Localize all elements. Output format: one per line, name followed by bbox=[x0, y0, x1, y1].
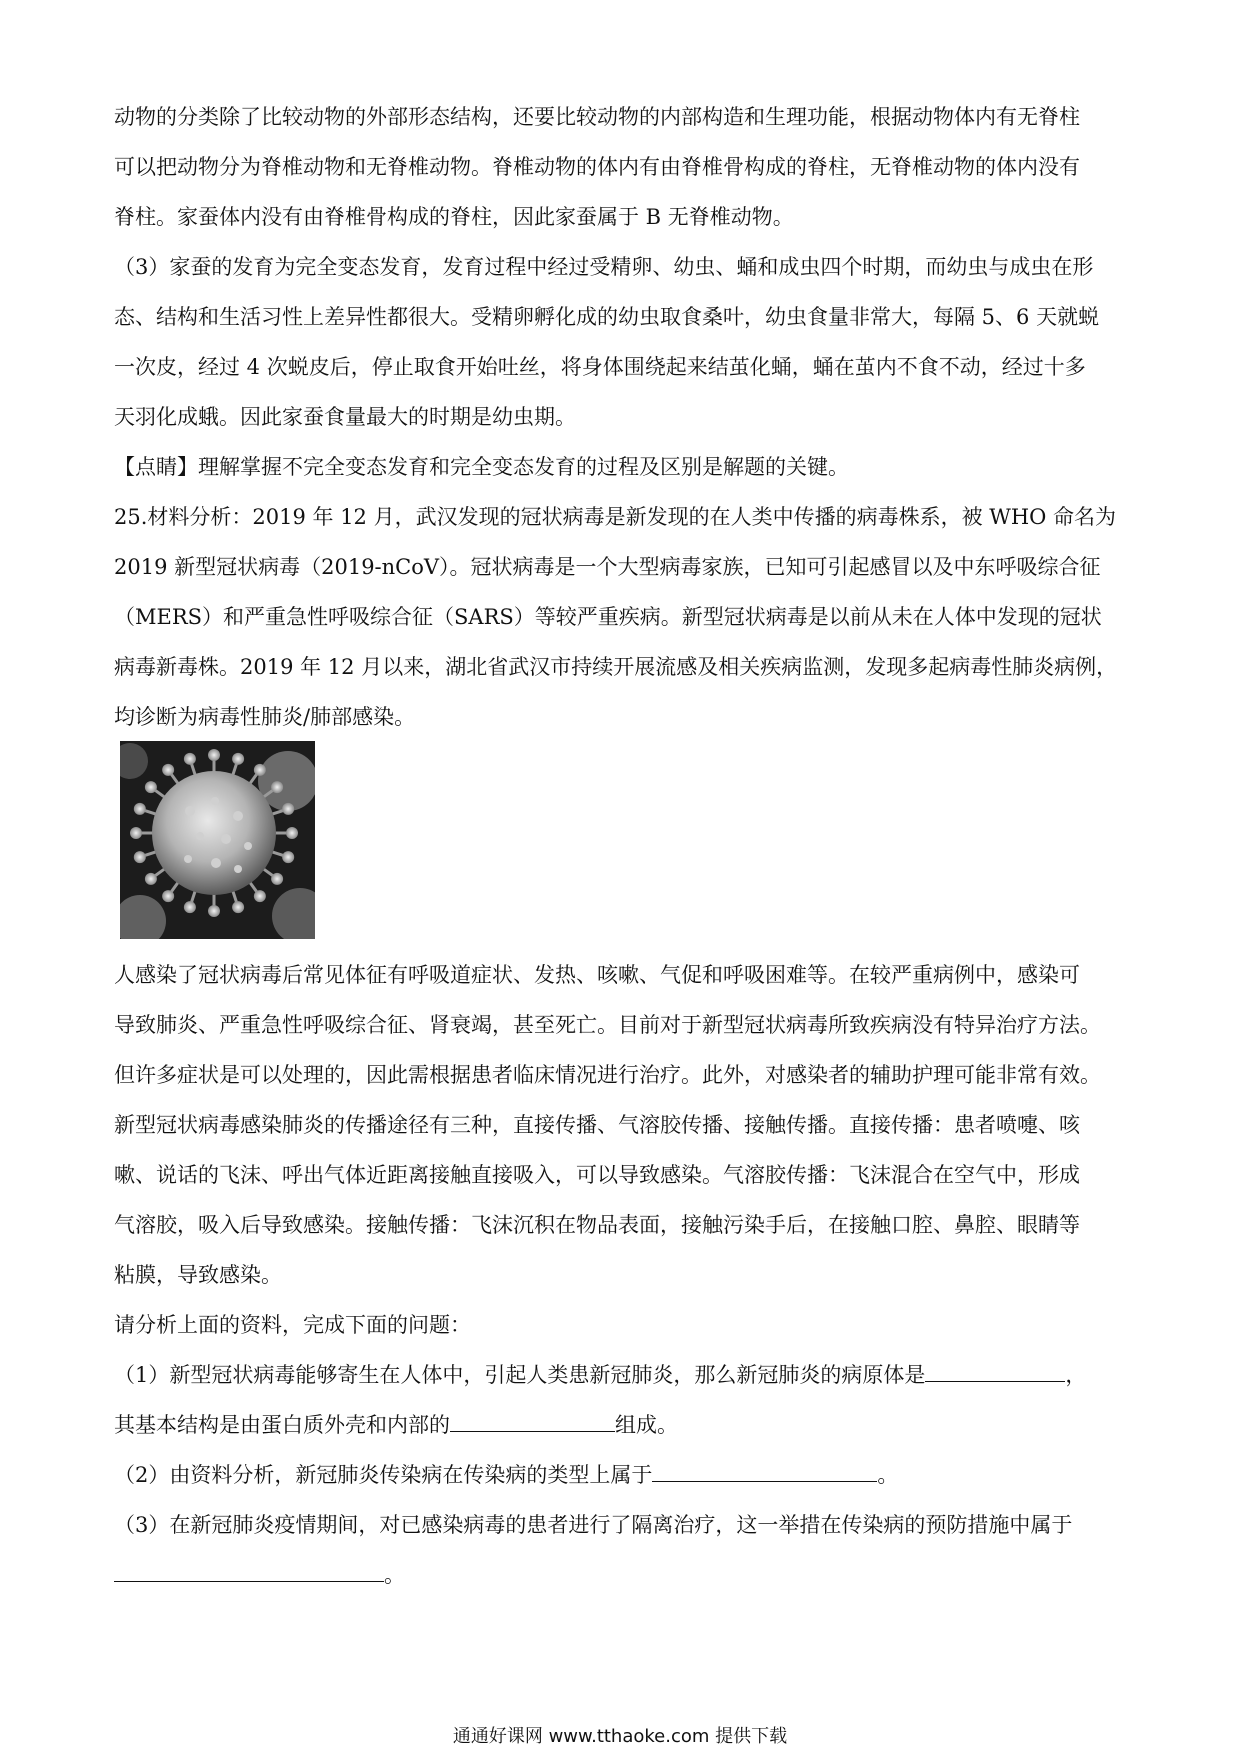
paragraph-line: 新型冠状病毒感染肺炎的传播途径有三种，直接传播、气溶胶传播、接触传播。直接传播：患者喷嚏、咳 bbox=[114, 1113, 1080, 1137]
question-1-text-cont: 其基本结构是由蛋白质外壳和内部的 bbox=[114, 1413, 450, 1437]
paragraph-line: （MERS）和严重急性呼吸综合征（SARS）等较严重疾病。新型冠状病毒是以前从未在人体中发现的冠状 bbox=[114, 605, 1102, 629]
punctuation: 。 bbox=[877, 1463, 899, 1487]
paragraph-line: （3）家蚕的发育为完全变态发育，发育过程中经过受精卵、幼虫、蛹和成虫四个时期，而幼虫与成虫在形 bbox=[114, 255, 1094, 279]
question-2 bbox=[114, 1450, 1134, 1500]
virus-spike-tip bbox=[134, 803, 146, 815]
virus-spike-tip bbox=[134, 851, 146, 863]
paragraph-line: 人感染了冠状病毒后常见体征有呼吸道症状、发热、咳嗽、气促和呼吸困难等。在较严重病例中，感染可 bbox=[114, 963, 1080, 987]
punctuation: 。 bbox=[384, 1563, 405, 1587]
virus-spike-tip bbox=[184, 753, 196, 765]
paragraph-line: 脊柱。家蚕体内没有由脊椎骨构成的脊柱，因此家蚕属于 B 无脊椎动物。 bbox=[114, 205, 794, 229]
paragraph-line: 嗽、说话的飞沫、呼出气体近距离接触直接吸入，可以导致感染。气溶胶传播：飞沫混合在空气中，形成 bbox=[114, 1163, 1080, 1187]
paragraph-line: 一次皮，经过 4 次蜕皮后，停止取食开始吐丝，将身体围绕起来结茧化蛹，蛹在茧内不食不动，经过十多 bbox=[114, 355, 1086, 379]
coronavirus-icon bbox=[120, 741, 315, 939]
question-1-line-1 bbox=[114, 1350, 1134, 1400]
bottom-text-block bbox=[114, 950, 1134, 1600]
virus-spike-tip bbox=[208, 749, 220, 761]
paragraph-line: 均诊断为病毒性肺炎/肺部感染。 bbox=[114, 705, 416, 729]
virus-spike-tip bbox=[208, 905, 220, 917]
question-2-text: （2）由资料分析，新冠肺炎传染病在传染病的类型上属于 bbox=[114, 1463, 653, 1487]
question-1-text: （1）新型冠状病毒能够寄生在人体中，引起人类患新冠肺炎，那么新冠肺炎的病原体是 bbox=[114, 1363, 926, 1387]
answer-blank-3[interactable] bbox=[652, 1459, 877, 1482]
virus-spike-tip bbox=[162, 764, 174, 776]
virus-spike-tip bbox=[254, 764, 266, 776]
virus-spike-tip bbox=[145, 873, 157, 885]
punctuation: ， bbox=[1065, 1363, 1087, 1387]
answer-blank-4[interactable] bbox=[114, 1559, 384, 1582]
question-3-line-2 bbox=[114, 1550, 1134, 1600]
question-3-line-1: （3）在新冠肺炎疫情期间，对已感染病毒的患者进行了隔离治疗，这一举措在传染病的预防措施中属于 bbox=[114, 1513, 1073, 1537]
answer-blank-1[interactable] bbox=[925, 1359, 1065, 1382]
virus-spike-tip bbox=[271, 781, 283, 793]
paragraph-line: 气溶胶，吸入后导致感染。接触传播：飞沫沉积在物品表面，接触污染手后，在接触口腔、鼻腔、眼睛等 bbox=[114, 1213, 1080, 1237]
page-footer: 通通好课网 www.tthaoke.com 提供下载 bbox=[452, 1726, 788, 1747]
virus-spike-tip bbox=[282, 803, 294, 815]
virus-spike-tip bbox=[282, 851, 294, 863]
paragraph-line: 导致肺炎、严重急性呼吸综合征、肾衰竭，甚至死亡。目前对于新型冠状病毒所致疾病没有特异治疗方法。 bbox=[114, 1013, 1101, 1037]
question-1-line-2 bbox=[114, 1400, 1134, 1450]
virus-spike-tip bbox=[254, 890, 266, 902]
top-text-block bbox=[114, 92, 1134, 742]
virus-spike-tip bbox=[271, 873, 283, 885]
paragraph-line: 天羽化成蛾。因此家蚕食量最大的时期是幼虫期。 bbox=[114, 405, 576, 429]
virus-spike-tip bbox=[184, 901, 196, 913]
paragraph-line: 病毒新毒株。2019 年 12 月以来，湖北省武汉市持续开展流感及相关疾病监测，发现多起病毒性肺炎病例， bbox=[114, 655, 1118, 679]
paragraph-line: 动物的分类除了比较动物的外部形态结构，还要比较动物的内部构造和生理功能，根据动物体内有无脊柱 bbox=[114, 105, 1080, 129]
virus-spike-tip bbox=[130, 827, 142, 839]
virus-spike-tip bbox=[286, 827, 298, 839]
virus-spike-tip bbox=[232, 901, 244, 913]
virus-spike-tip bbox=[232, 753, 244, 765]
paragraph-line: 请分析上面的资料，完成下面的问题： bbox=[114, 1313, 471, 1337]
virus-spike-tip bbox=[145, 781, 157, 793]
paragraph-line: 粘膜，导致感染。 bbox=[114, 1263, 282, 1287]
virus-spike-tip bbox=[162, 890, 174, 902]
paragraph-line: 【点睛】理解掌握不完全变态发育和完全变态发育的过程及区别是解题的关键。 bbox=[114, 455, 849, 479]
coronavirus-image bbox=[120, 741, 315, 939]
answer-blank-2[interactable] bbox=[450, 1409, 615, 1432]
paragraph-line: 2019 新型冠状病毒（2019-nCoV）。冠状病毒是一个大型病毒家族，已知可引起感冒以及中东呼吸综合征 bbox=[114, 555, 1101, 579]
paragraph-line: 25.材料分析：2019 年 12 月，武汉发现的冠状病毒是新发现的在人类中传播的病毒株系，被 WHO 命名为 bbox=[114, 505, 1117, 529]
paragraph-line: 可以把动物分为脊椎动物和无脊椎动物。脊椎动物的体内有由脊椎骨构成的脊柱，无脊椎动物的体内没有 bbox=[114, 155, 1080, 179]
question-1-text-end: 组成。 bbox=[615, 1413, 678, 1437]
paragraph-line: 态、结构和生活习性上差异性都很大。受精卵孵化成的幼虫取食桑叶，幼虫食量非常大，每隔 5、6 天就蜕 bbox=[114, 305, 1100, 329]
paragraph-line: 但许多症状是可以处理的，因此需根据患者临床情况进行治疗。此外，对感染者的辅助护理可能非常有效。 bbox=[114, 1063, 1101, 1087]
